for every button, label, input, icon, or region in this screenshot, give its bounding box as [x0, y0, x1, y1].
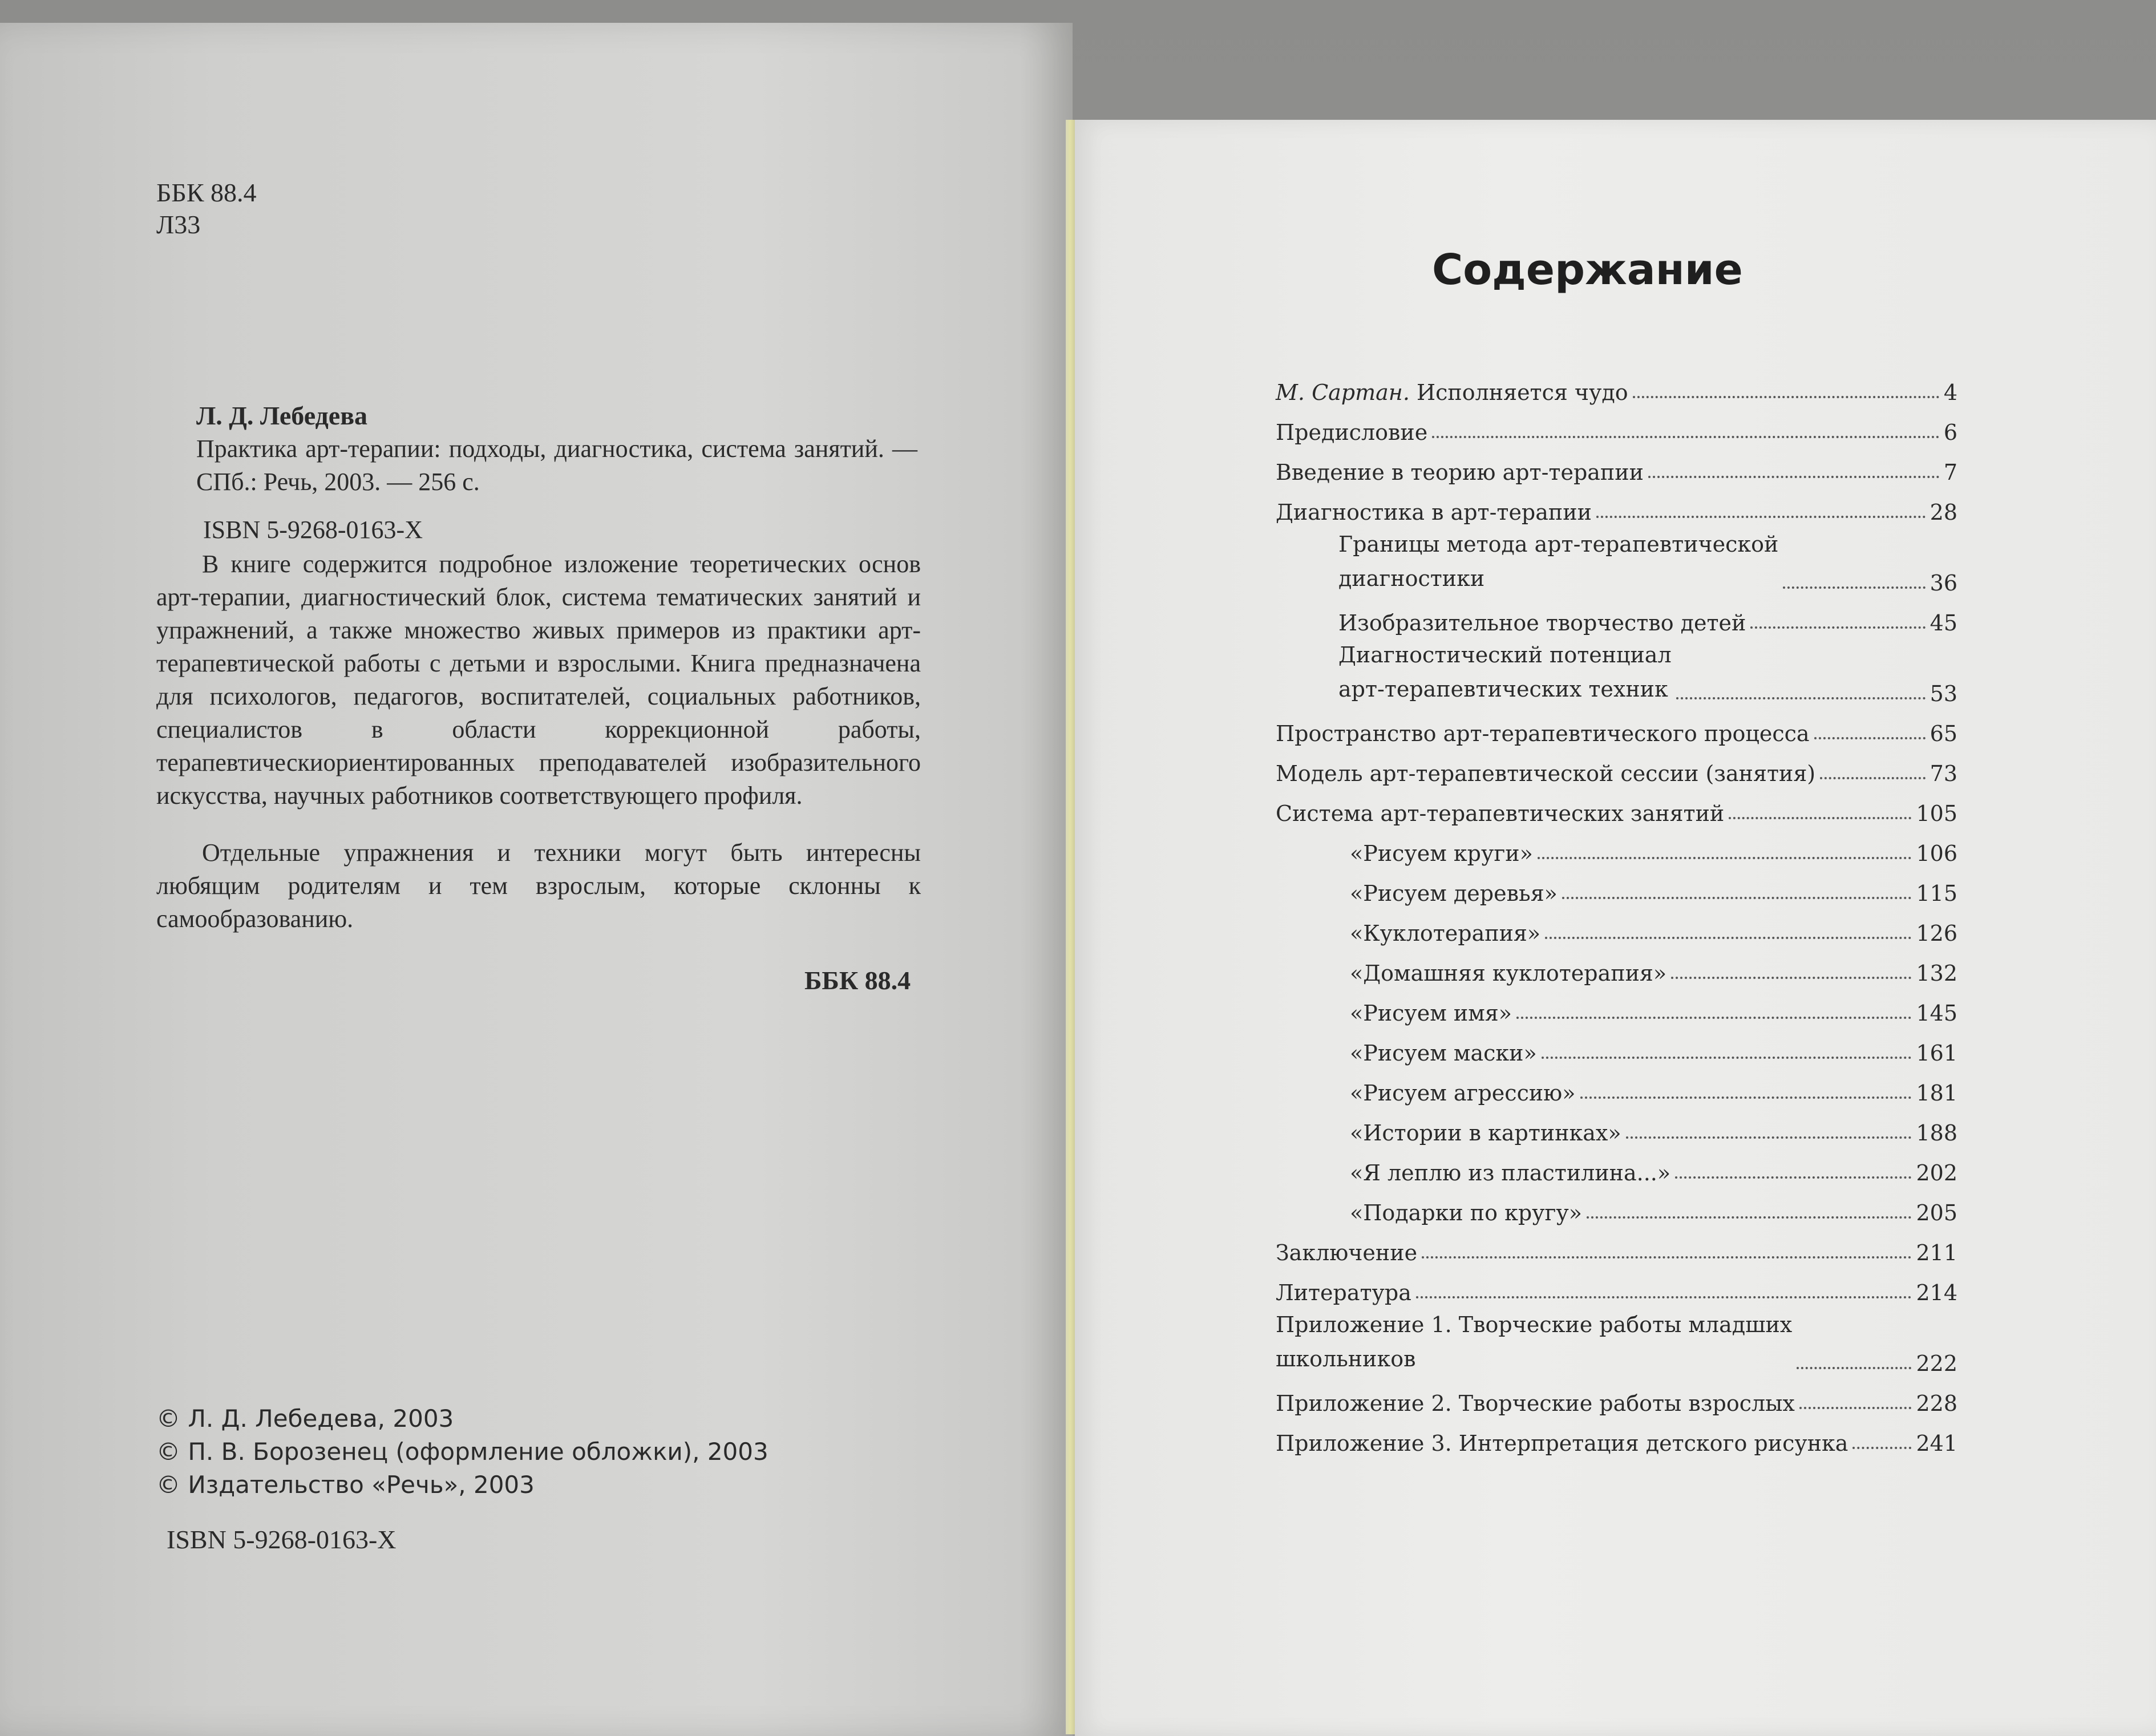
toc-page-number: 161	[1916, 1041, 1957, 1066]
toc-leader-dots	[1422, 1256, 1911, 1259]
toc-leader-dots	[1633, 396, 1939, 398]
toc-page-number: 132	[1916, 961, 1957, 986]
copyright-line: © Л. Д. Лебедева, 2003	[156, 1405, 454, 1432]
toc-entry-title	[1276, 1240, 1417, 1265]
toc-leader-dots	[1542, 1057, 1912, 1059]
toc-entry-title	[1350, 1041, 1537, 1066]
toc-entry-title	[1350, 841, 1533, 866]
toc-entry-text: Приложение 2. Творческие работы взрослых	[1276, 1391, 1795, 1416]
isbn-top: ISBN 5-9268-0163-X	[203, 516, 423, 544]
annotation-paragraph-2: Отдельные упражнения и техники могут быть интересны любящим родителям и тем взрослым, которые склонны к самообразованию.	[156, 839, 921, 933]
toc-entry-title	[1350, 1120, 1621, 1146]
toc-entry-title	[1338, 638, 1672, 706]
toc-leader-dots	[1729, 817, 1911, 819]
toc-entry	[1276, 906, 1957, 946]
toc-entry-title	[1350, 881, 1558, 906]
toc-entry-title	[1276, 1308, 1792, 1376]
toc-leader-dots	[1545, 937, 1911, 939]
toc-entry	[1276, 445, 1957, 485]
toc-entry	[1276, 596, 1957, 636]
toc-entry-text: Пространство арт-терапевтического процесса	[1276, 721, 1810, 746]
toc-leader-dots	[1580, 1096, 1912, 1099]
toc-entry	[1276, 1106, 1957, 1146]
toc-entry-text: Диагностический потенциал	[1338, 642, 1672, 667]
toc-leader-dots	[1671, 977, 1911, 979]
toc-entry	[1276, 1185, 1957, 1225]
toc-entry	[1276, 946, 1957, 986]
toc-entry	[1276, 1146, 1957, 1185]
toc-entry-text: Приложение 1. Творческие работы младших	[1276, 1312, 1793, 1337]
toc-entry-text: Заключение	[1276, 1240, 1418, 1265]
toc-leader-dots	[1783, 586, 1925, 589]
toc-entry-text: Модель арт-терапевтической сессии (занятия)	[1276, 761, 1816, 786]
copyright-block	[156, 1402, 768, 1502]
toc-entry-text: «Рисуем агрессию»	[1350, 1081, 1576, 1106]
toc-entry-text: Предисловие	[1276, 420, 1428, 445]
toc-entry	[1276, 1305, 1957, 1376]
toc-leader-dots	[1587, 1216, 1911, 1219]
toc-leader-dots	[1516, 1017, 1911, 1019]
toc-entry	[1276, 1026, 1957, 1066]
toc-page-number: 4	[1943, 380, 1957, 405]
toc-entry-text: «Подарки по кругу»	[1350, 1200, 1583, 1225]
toc-leader-dots	[1852, 1447, 1911, 1449]
toc-entry	[1276, 405, 1957, 445]
toc-entry-text: Введение в теорию арт-терапии	[1276, 460, 1644, 485]
toc-title: Содержание	[1432, 245, 1743, 294]
toc-page-number: 7	[1943, 460, 1957, 485]
toc-entry-title	[1276, 1431, 1848, 1456]
toc-page-number: 126	[1916, 921, 1957, 946]
toc-entry-title	[1350, 1160, 1670, 1185]
toc-entry-title	[1350, 1001, 1512, 1026]
toc-leader-dots	[1675, 1176, 1911, 1179]
toc-entry-title	[1350, 1081, 1576, 1106]
toc-page-number: 106	[1916, 841, 1957, 866]
toc-entry	[1276, 786, 1957, 826]
toc-entry-text: «Истории в картинках»	[1350, 1120, 1621, 1146]
toc-page-number: 6	[1943, 420, 1957, 445]
toc-leader-dots	[1799, 1407, 1912, 1409]
toc-entry	[1276, 636, 1957, 706]
toc-entry-title	[1276, 801, 1724, 826]
toc-leader-dots	[1596, 516, 1926, 518]
toc-page-number: 45	[1930, 610, 1957, 636]
toc-entry	[1276, 1376, 1957, 1416]
toc-leader-dots	[1648, 476, 1939, 478]
toc-leader-dots	[1416, 1296, 1912, 1298]
toc-entry-text: Система арт-терапевтических занятий	[1276, 801, 1725, 826]
bbk-code-bottom: ББК 88.4	[804, 966, 911, 995]
toc-entry	[1276, 485, 1957, 525]
toc-entry-text: «Домашняя куклотерапия»	[1350, 961, 1667, 986]
bbk-code: ББК 88.4	[156, 178, 257, 207]
toc-entry-title	[1276, 380, 1628, 405]
toc-leader-dots	[1750, 626, 1925, 629]
toc-page-number: 53	[1930, 681, 1957, 706]
toc-entry	[1276, 525, 1957, 596]
toc-entry	[1276, 1225, 1957, 1265]
toc-page-number: 115	[1916, 881, 1957, 906]
toc-entry-title	[1276, 721, 1810, 746]
toc-page-number: 241	[1916, 1431, 1957, 1456]
toc-leader-dots	[1626, 1136, 1912, 1139]
toc-entry-text: Границы метода арт-терапевтической	[1338, 532, 1779, 557]
toc-entry-title	[1276, 1280, 1411, 1305]
toc-leader-dots	[1432, 436, 1939, 438]
toc-entry	[1276, 706, 1957, 746]
toc-entry-text: Изобразительное творчество детей	[1338, 610, 1746, 636]
toc-page-number: 65	[1930, 721, 1957, 746]
toc-page-number: 105	[1916, 801, 1957, 826]
toc-page-number: 145	[1916, 1001, 1957, 1026]
toc-page-number: 73	[1930, 761, 1957, 786]
toc-entry-title	[1350, 1200, 1582, 1225]
toc-entry-text: «Рисуем круги»	[1350, 841, 1533, 866]
bibliographic-record: Практика арт-терапии: подходы, диагностика, система занятий. — СПб.: Речь, 2003. — 256 с.	[196, 435, 917, 496]
toc-entry-title	[1276, 1391, 1795, 1416]
toc-entry	[1276, 1066, 1957, 1106]
toc-entry-text: «Куклотерапия»	[1350, 921, 1541, 946]
isbn-bottom: ISBN 5-9268-0163-X	[167, 1525, 397, 1554]
toc-entry-text: Литература	[1276, 1280, 1411, 1305]
toc-entry-text-continued: диагностики	[1338, 566, 1485, 591]
toc-entry-text-continued: арт-терапевтических техник	[1338, 677, 1668, 702]
copyright-line: © Издательство «Речь», 2003	[156, 1471, 535, 1499]
toc-leader-dots	[1562, 897, 1912, 899]
table-of-contents	[1276, 365, 1957, 1456]
toc-entry-text: «Рисуем имя»	[1350, 1001, 1512, 1026]
toc-entry	[1276, 866, 1957, 906]
toc-entry-text: Исполняется чудо	[1417, 380, 1628, 405]
author-code: Л33	[156, 210, 201, 239]
toc-entry	[1276, 365, 1957, 405]
toc-entry-title	[1350, 961, 1666, 986]
toc-page-number: 36	[1930, 570, 1957, 596]
toc-entry-title	[1276, 460, 1644, 485]
toc-entry-author: М. Сартан.	[1276, 380, 1417, 405]
toc-entry-text: Диагностика в арт-терапии	[1276, 500, 1592, 525]
author-name: Л. Д. Лебедева	[196, 401, 368, 430]
toc-leader-dots	[1820, 777, 1926, 779]
toc-entry-title	[1276, 761, 1815, 786]
toc-entry-title	[1338, 610, 1746, 636]
toc-page-number: 181	[1916, 1081, 1957, 1106]
toc-entry	[1276, 746, 1957, 786]
bbk-code-block	[156, 177, 257, 241]
toc-entry	[1276, 826, 1957, 866]
toc-entry-text: Приложение 3. Интерпретация детского рисунка	[1276, 1431, 1848, 1456]
toc-entry-text: «Рисуем маски»	[1350, 1041, 1537, 1066]
toc-page-number: 222	[1916, 1351, 1957, 1376]
copyright-line: © П. В. Борозенец (оформление обложки), 2003	[156, 1438, 768, 1466]
toc-entry-text-continued: школьников	[1276, 1346, 1416, 1371]
toc-entry-text: «Я леплю из пластилина...»	[1350, 1160, 1671, 1185]
toc-page-number: 228	[1916, 1391, 1957, 1416]
toc-leader-dots	[1538, 857, 1912, 859]
toc-leader-dots	[1814, 737, 1926, 739]
toc-page-number: 214	[1916, 1280, 1957, 1305]
toc-page-number: 211	[1916, 1240, 1957, 1265]
toc-page-number: 202	[1916, 1160, 1957, 1185]
toc-page-number: 188	[1916, 1120, 1957, 1146]
toc-leader-dots	[1676, 697, 1926, 699]
toc-entry	[1276, 986, 1957, 1026]
toc-page-number: 28	[1930, 500, 1957, 525]
annotation-paragraph: В книге содержится подробное изложение теоретических основ арт-терапии, диагностический блок, система тематических занятий и упражнений, а также множество живых примеров из практики арт-терапевтической работы с детьми и взрослыми. Книга предназначена для психологов, педагогов, воспитателей, социальных работников, специалистов в области коррекционной работы, терапевтическиориентированных преподавателей изобразительного искусства, научных работников соответствующего профиля.	[156, 550, 921, 810]
toc-page-number: 205	[1916, 1200, 1957, 1225]
toc-entry	[1276, 1416, 1957, 1456]
book-gutter	[1066, 120, 1075, 1734]
toc-leader-dots	[1797, 1367, 1911, 1369]
toc-entry-text: «Рисуем деревья»	[1350, 881, 1558, 906]
toc-entry-title	[1276, 500, 1592, 525]
toc-entry-title	[1276, 420, 1427, 445]
toc-entry	[1276, 1265, 1957, 1305]
toc-entry-title	[1350, 921, 1540, 946]
toc-entry-title	[1338, 527, 1778, 596]
